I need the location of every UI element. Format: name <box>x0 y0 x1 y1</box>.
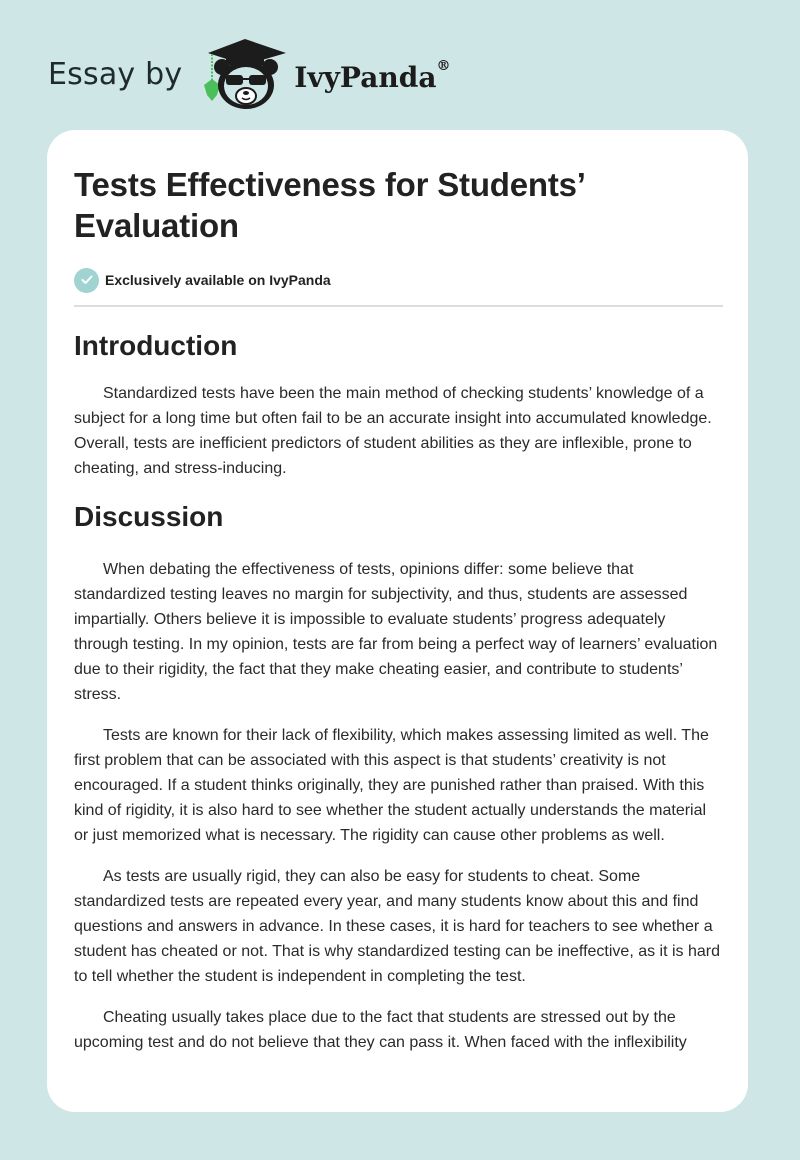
paragraph: Standardized tests have been the main method of checking students’ knowledge of a subject for a long time but often fail to be an accurate insight into accumulated knowledge. Overall, tests are inefficient predictors of student abilities as they are inflexible, prone to cheating, and stress-inducing. <box>74 385 712 477</box>
paragraph: Tests are known for their lack of flexibility, which makes assessing limited as well. The first problem that can be associated with this aspect is that students’ creativity is not encouraged. If a student thinks originally, they are punished rather than praised. With this kind of rigidity, it is also hard to see whether the student actually understands the material or just memorized what is necessary. The rigidity can cause other problems as well. <box>74 727 709 844</box>
page-title: Tests Effectiveness for Students’ Evaluation <box>74 166 584 244</box>
registered-mark: ® <box>436 58 451 75</box>
site-header <box>48 34 450 110</box>
exclusive-badge <box>74 266 721 294</box>
essay-by-label: Essay by <box>48 56 183 92</box>
brand-name[interactable] <box>294 58 451 94</box>
section-heading-discussion: Discussion <box>74 501 224 532</box>
paragraph: As tests are usually rigid, they can also be easy for students to cheat. Some standardized tests are repeated every year, and many students know about this and find questions and answers in advance. In these cases, it is hard for teachers to see whether a student has cheated or not. That is why standardized testing can be ineffective, as it is hard to tell whether the student is independent in completing the test. <box>74 868 721 985</box>
panda-graduation-cap-icon[interactable] <box>200 33 290 111</box>
exclusive-label: Exclusively available on IvyPanda <box>105 272 331 288</box>
brand-text: IvyPanda <box>294 60 437 94</box>
paragraph: Cheating usually takes place due to the fact that students are stressed out by the upcoming test and do not believe that they can pass it. When faced with the inflexibility <box>74 1009 687 1051</box>
divider <box>74 305 723 307</box>
essay-card <box>47 130 748 1112</box>
check-circle-icon <box>74 268 99 293</box>
paragraph: When debating the effectiveness of tests, opinions differ: some believe that standardized testing leaves no margin for subjectivity, and thus, students are assessed impartially. Others believe it is impossible to evaluate students’ progress adequately through testing. In my opinion, tests are far from being a perfect way of learners’ evaluation due to their rigidity, the fact that they make cheating easier, and contribute to students’ stress. <box>74 561 718 703</box>
section-heading-introduction: Introduction <box>74 330 238 361</box>
